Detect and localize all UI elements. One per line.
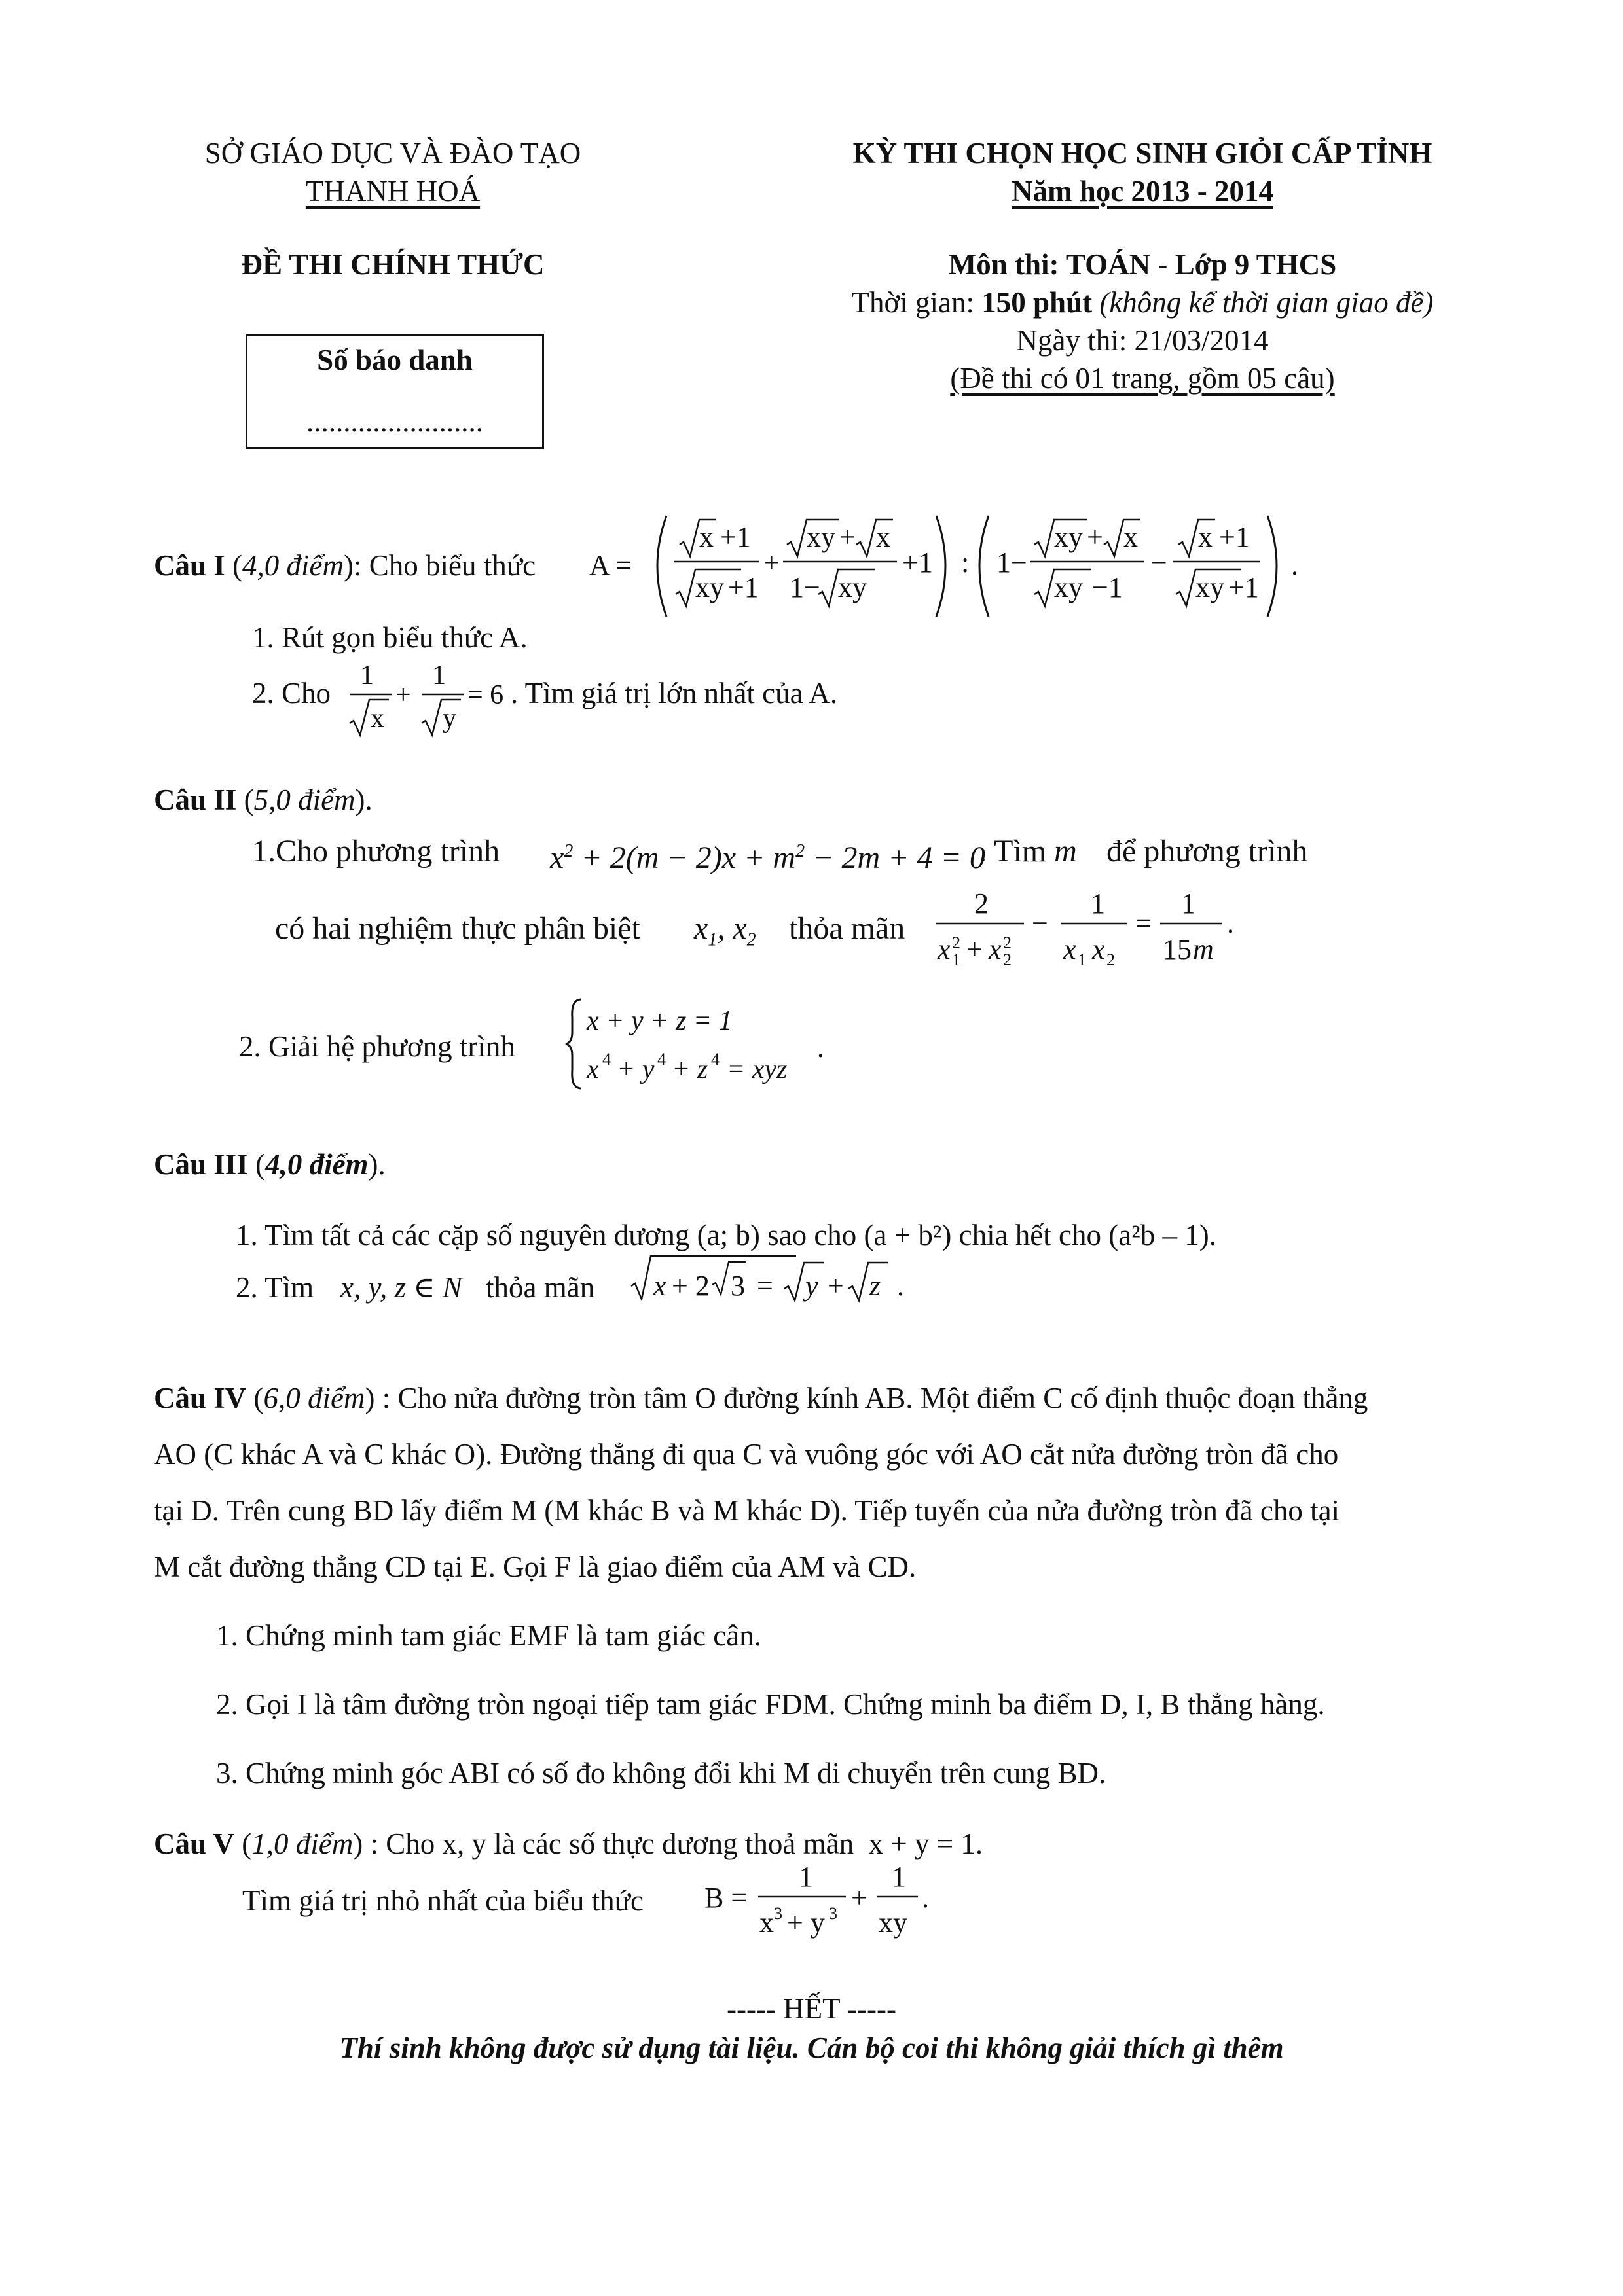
svg-text:x: x — [1123, 521, 1138, 553]
q3-heading: Câu III (4,0 điểm). — [154, 1148, 386, 1181]
svg-text:1: 1 — [360, 660, 374, 691]
svg-text:+ 2: + 2 — [672, 1270, 710, 1302]
svg-text:+1: +1 — [720, 521, 751, 553]
svg-text:−: − — [1151, 547, 1167, 579]
q2-condition-formula — [936, 880, 1250, 972]
time-line: Thời gian: 150 phút (không kể thời gian giao đề) — [851, 286, 1434, 319]
candidate-number-box — [246, 334, 544, 449]
q4-line2: AO (C khác A và C khác O). Đường thẳng đi qua C và vuông góc với AO cắt nửa đường tròn đã cho — [154, 1438, 1339, 1471]
school-year: Năm học 2013 - 2014 — [1012, 175, 1273, 207]
q1-expression-A — [583, 504, 1388, 628]
svg-text:B =: B = — [704, 1882, 748, 1914]
q3-equation — [629, 1247, 936, 1312]
department-line-2: THANH HOÁ — [305, 175, 481, 207]
exam-info: (Đề thi có 01 trang, gồm 05 câu) — [950, 362, 1335, 395]
svg-text::: : — [961, 547, 970, 579]
svg-text:m: m — [1193, 933, 1214, 965]
svg-text:x: x — [759, 1907, 774, 1939]
svg-text:z: z — [869, 1270, 881, 1302]
q2-line2-prefix: có hai nghiệm thực phân biệt — [275, 911, 640, 946]
q2-equation: $x^2 + 2(m - 2)x + m^2 - 2m + 4 = 0$ — [550, 840, 985, 875]
svg-text:xy: xy — [1054, 571, 1083, 603]
svg-text:x + y + z = 1: x + y + z = 1 — [587, 1006, 733, 1036]
svg-text:x: x — [587, 1054, 599, 1085]
svg-text:1−: 1− — [996, 547, 1027, 579]
svg-text:1: 1 — [799, 1861, 813, 1893]
svg-text:.: . — [1227, 907, 1234, 939]
svg-text:+: + — [763, 547, 780, 579]
candidate-number-dots: ........................ — [306, 405, 483, 438]
svg-text:+1: +1 — [728, 571, 759, 603]
q1-part2-suffix: . Tìm giá trị lớn nhất của A. — [511, 677, 838, 709]
svg-text:+ y: + y — [617, 1054, 655, 1085]
q3-variables: x, y, z ∈ N — [340, 1271, 462, 1304]
q4-line3: tại D. Trên cung BD lấy điểm M (M khác B và M khác D). Tiếp tuyến của nửa đường tròn đã cho tại — [154, 1494, 1340, 1527]
q3-part2-mid: thỏa mãn — [486, 1271, 595, 1304]
svg-text:xy: xy — [879, 1907, 907, 1939]
svg-text:x: x — [989, 933, 1002, 965]
svg-text:x: x — [1198, 521, 1213, 553]
q1-part1: 1. Rút gọn biểu thức A. — [252, 621, 528, 654]
department-name — [151, 134, 635, 210]
svg-text:+: + — [839, 521, 856, 553]
q2-roots: $x_1$, $x_2$ — [694, 911, 756, 950]
q2-part1-prefix: 1.Cho phương trình — [252, 834, 500, 869]
q2-part1-mid: . Tìm m — [979, 834, 1077, 869]
svg-text:.: . — [897, 1270, 904, 1302]
q2-line2-mid: thỏa mãn — [789, 911, 905, 946]
exam-date: Ngày thi: 21/03/2014 — [1016, 324, 1269, 357]
svg-text:4: 4 — [602, 1050, 611, 1069]
svg-text:+1: +1 — [902, 547, 933, 579]
svg-text:xy: xy — [1195, 571, 1224, 603]
svg-text:+ y: + y — [787, 1907, 825, 1939]
svg-text:.: . — [922, 1882, 929, 1914]
svg-text:x: x — [1063, 933, 1076, 965]
q4-line4: M cắt đường thẳng CD tại E. Gọi F là giao điểm của AM và CD. — [154, 1551, 917, 1583]
svg-text:+: + — [395, 680, 411, 710]
svg-text:+: + — [828, 1270, 844, 1302]
svg-text:1: 1 — [952, 950, 960, 969]
svg-text:y: y — [443, 704, 456, 734]
end-marker: ----- HẾT ----- — [726, 1992, 896, 2025]
svg-text:xy: xy — [1054, 521, 1083, 553]
svg-text:1: 1 — [892, 1861, 906, 1893]
svg-text:x: x — [371, 704, 384, 734]
q4-part1: 1. Chứng minh tam giác EMF là tam giác cân. — [216, 1619, 761, 1652]
q1-heading: Câu I (4,0 điểm): Cho biểu thức — [154, 549, 536, 582]
svg-text:−1: −1 — [1092, 571, 1123, 603]
svg-text:1−: 1− — [790, 571, 820, 603]
q1-condition-formula — [340, 658, 511, 743]
svg-text:15: 15 — [1163, 933, 1192, 965]
q5-line2: Tìm giá trị nhỏ nhất của biểu thức — [242, 1884, 644, 1917]
svg-text:y: y — [805, 1270, 818, 1302]
q5-heading: Câu V (1,0 điểm) : Cho x, y là các số thực dương thoả mãn x + y = 1. — [154, 1827, 983, 1860]
svg-text:2: 2 — [1003, 950, 1012, 969]
svg-text:x: x — [876, 521, 890, 553]
svg-text:+1: +1 — [1219, 521, 1250, 553]
svg-text:3: 3 — [774, 1904, 782, 1923]
svg-text:=: = — [757, 1270, 773, 1302]
official-exam-label: ĐỀ THI CHÍNH THỨC — [241, 248, 545, 281]
svg-text:x: x — [653, 1270, 666, 1302]
svg-text:xy: xy — [695, 571, 724, 603]
svg-text:1: 1 — [432, 660, 446, 691]
q2-system — [564, 992, 852, 1096]
q2-part2-prefix: 2. Giải hệ phương trình — [239, 1030, 515, 1063]
svg-text:xy: xy — [838, 571, 867, 603]
svg-text:x: x — [938, 933, 951, 965]
svg-text:= 6: = 6 — [467, 680, 504, 710]
svg-text:1: 1 — [1181, 888, 1195, 920]
svg-text:x: x — [699, 521, 714, 553]
svg-text:= xyz: = xyz — [727, 1054, 788, 1085]
footer-note: Thí sinh không được sử dụng tài liệu. Cán bộ coi thi không giải thích gì thêm — [339, 2032, 1284, 2064]
svg-text:A =: A = — [589, 549, 632, 581]
svg-text:2: 2 — [1106, 950, 1115, 969]
svg-text:2: 2 — [1003, 933, 1012, 952]
q3-part1: 1. Tìm tất cả các cặp số nguyên dương (a; b) sao cho (a + b²) chia hết cho (a²b – 1). — [236, 1219, 1216, 1251]
candidate-number-label: Số báo danh — [317, 344, 473, 376]
svg-text:+: + — [851, 1882, 867, 1914]
svg-text:2: 2 — [952, 933, 960, 952]
department-line-1: SỞ GIÁO DỤC VÀ ĐÀO TẠO — [204, 137, 581, 170]
svg-text:+ z: + z — [672, 1054, 708, 1085]
svg-text:+1: +1 — [1228, 571, 1259, 603]
svg-text:4: 4 — [711, 1050, 720, 1069]
q4-part2: 2. Gọi I là tâm đường tròn ngoại tiếp tam giác FDM. Chứng minh ba điểm D, I, B thẳng hàng. — [216, 1688, 1325, 1721]
svg-text:.: . — [817, 1033, 824, 1064]
svg-text:xy: xy — [807, 521, 835, 553]
exam-title-block — [773, 134, 1512, 210]
q2-heading: Câu II (5,0 điểm). — [154, 783, 373, 816]
q4-paragraph: Câu IV (6,0 điểm) : Cho nửa đường tròn tâm O đường kính AB. Một điểm C cố định thuộc đoạn thẳng AO (C khác A và C khác O). Đường thẳng đi qua C và vuông góc với AO cắt nửa đường tròn đã cho tại D. Trên cung BD lấy điểm M (M khác B và M khác D). Tiếp tuyến của nửa đường tròn đã cho tại M cắt đường thẳng CD tại E. Gọi F là giao điểm của AM và CD. — [154, 1370, 1516, 1595]
exam-title: KỲ THI CHỌN HỌC SINH GIỎI CẤP TỈNH — [852, 137, 1432, 170]
svg-text:+: + — [1087, 521, 1103, 553]
svg-text:2: 2 — [974, 888, 989, 920]
svg-text:+: + — [966, 933, 983, 965]
subject-line: Môn thi: TOÁN - Lớp 9 THCS — [948, 248, 1337, 281]
svg-text:1: 1 — [1091, 888, 1105, 920]
q4-part3: 3. Chứng minh góc ABI có số đo không đổi khi M di chuyển trên cung BD. — [216, 1757, 1106, 1789]
q5-expression-B — [701, 1854, 943, 1945]
q3-part2-prefix: 2. Tìm — [236, 1271, 314, 1304]
svg-text:3: 3 — [731, 1270, 745, 1302]
q2-part1-end: để phương trình — [1106, 834, 1308, 869]
svg-text:4: 4 — [657, 1050, 666, 1069]
svg-text:3: 3 — [829, 1904, 837, 1923]
subject-block — [773, 245, 1512, 397]
q1-part2-prefix: 2. Cho — [252, 677, 331, 709]
svg-text:−: − — [1032, 907, 1048, 939]
svg-text:.: . — [1291, 549, 1298, 581]
svg-text:=: = — [1135, 907, 1152, 939]
svg-text:1: 1 — [1078, 950, 1086, 969]
svg-text:x: x — [1092, 933, 1105, 965]
